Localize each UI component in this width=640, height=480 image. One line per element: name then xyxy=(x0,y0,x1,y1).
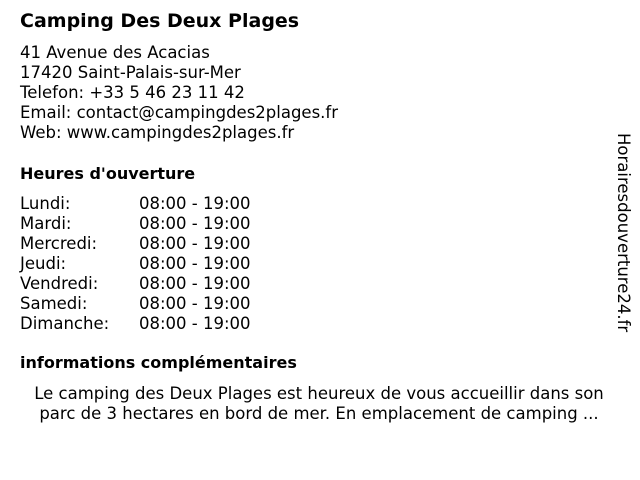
hours-row-saturday xyxy=(20,294,280,314)
time-range: 08:00 - 19:00 xyxy=(139,234,251,253)
day-label: Vendredi: xyxy=(20,274,99,293)
phone-line: Telefon: +33 5 46 23 11 42 xyxy=(20,83,245,102)
additional-info-text: Le camping des Deux Plages est heureux de vous accueillir dans son parc de 3 hectares en bord de mer. En emplacement de camping ... xyxy=(34,384,604,423)
hours-row-wednesday xyxy=(20,234,280,254)
address-line-2: 17420 Saint-Palais-sur-Mer xyxy=(20,63,241,82)
day-label: Mardi: xyxy=(20,214,72,233)
additional-info-heading: informations complémentaires xyxy=(20,353,297,372)
opening-hours-heading: Heures d'ouverture xyxy=(20,164,196,183)
time-range: 08:00 - 19:00 xyxy=(139,294,251,313)
site-watermark: Horairesdouverture24.fr xyxy=(614,133,633,333)
hours-row-friday xyxy=(20,274,280,294)
time-range: 08:00 - 19:00 xyxy=(139,254,251,273)
web-line: Web: www.campingdes2plages.fr xyxy=(20,123,295,142)
time-range: 08:00 - 19:00 xyxy=(139,214,251,233)
contact-block xyxy=(20,43,338,143)
day-label: Mercredi: xyxy=(20,234,98,253)
day-label: Samedi: xyxy=(20,294,88,313)
time-range: 08:00 - 19:00 xyxy=(139,314,251,333)
hours-row-sunday xyxy=(20,314,280,334)
address-line-1: 41 Avenue des Acacias xyxy=(20,43,210,62)
business-name: Camping Des Deux Plages xyxy=(20,10,300,32)
time-range: 08:00 - 19:00 xyxy=(139,194,251,213)
day-label: Dimanche: xyxy=(20,314,110,333)
hours-row-thursday xyxy=(20,254,280,274)
hours-row-tuesday xyxy=(20,214,280,234)
time-range: 08:00 - 19:00 xyxy=(139,274,251,293)
hours-row-monday xyxy=(20,194,280,214)
day-label: Jeudi: xyxy=(20,254,67,273)
email-line: Email: contact@campingdes2plages.fr xyxy=(20,103,339,122)
opening-hours-table xyxy=(20,194,280,334)
day-label: Lundi: xyxy=(20,194,71,213)
